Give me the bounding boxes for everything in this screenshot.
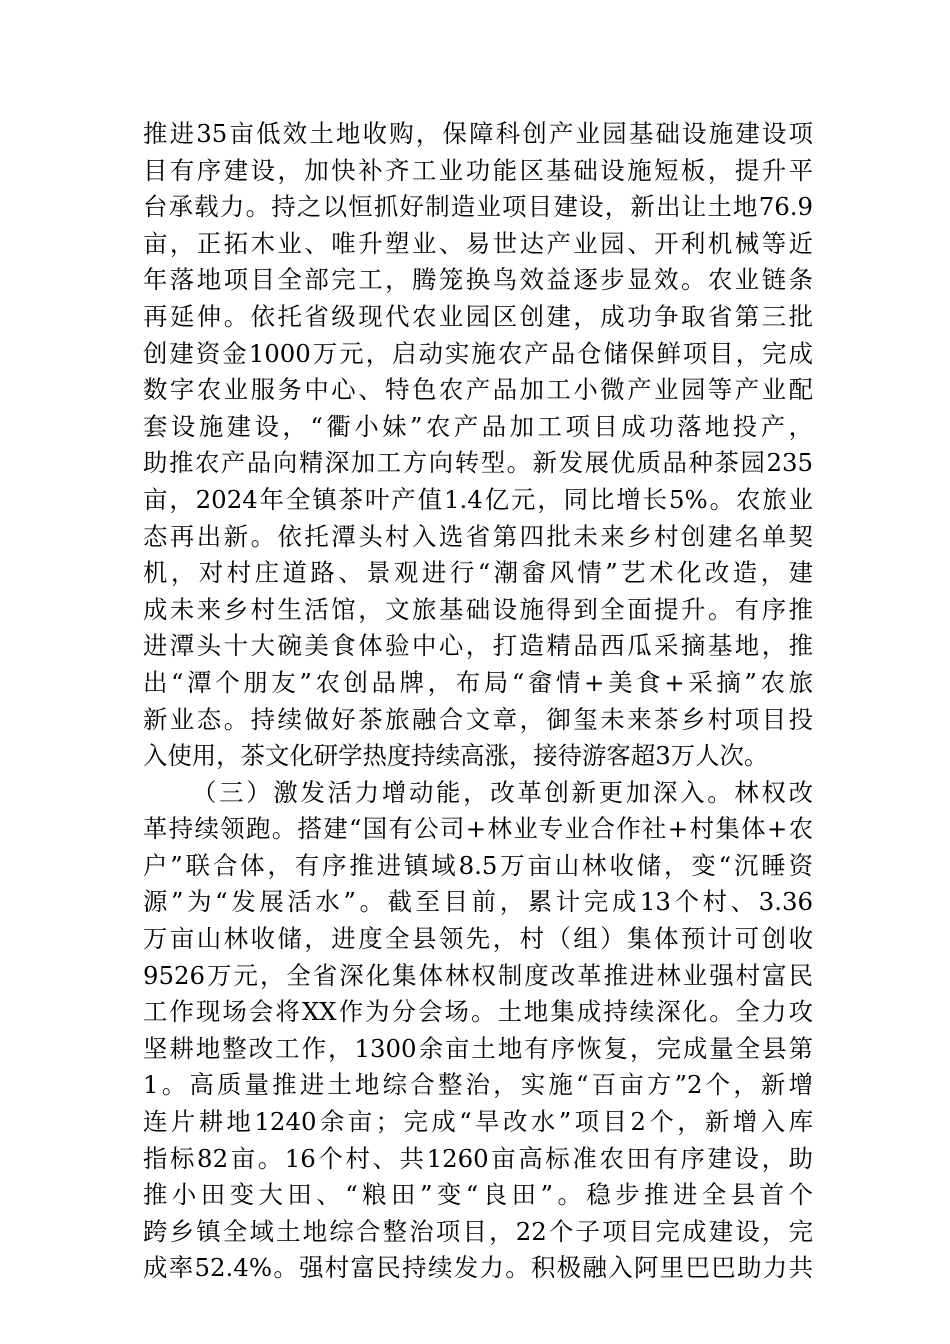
text-line: 助推农产品向精深加工方向转型。新发展优质品种茶园235: [143, 448, 813, 478]
text-line: 进潭头十大碗美食体验中心，打造精品西瓜采摘基地，推: [143, 631, 813, 661]
text-line: 亩，2024年全镇茶叶产值1.4亿元，同比增长5%。农旅业: [143, 484, 813, 514]
text-line: 革持续领跑。搭建“国有公司+林业专业合作社+村集体+农: [143, 814, 813, 844]
text-line: 成未来乡村生活馆，文旅基础设施得到全面提升。有序推: [143, 594, 813, 624]
text-line: 工作现场会将XX作为分会场。土地集成持续深化。全力攻: [143, 997, 813, 1027]
text-line: 连片耕地1240余亩；完成“旱改水”项目2个，新增入库: [143, 1107, 813, 1137]
text-line: 9526万元，全省深化集体林权制度改革推进林业强村富民: [143, 960, 813, 990]
text-line: 再延伸。依托省级现代农业园区创建，成功争取省第三批: [143, 301, 813, 331]
text-line: 成率52.4%。强村富民持续发力。积极融入阿里巴巴助力共: [143, 1253, 813, 1283]
text-line: 源”为“发展活水”。截至目前，累计完成13个村、3.36: [143, 887, 813, 917]
text-line: 目有序建设，加快补齐工业功能区基础设施短板，提升平: [143, 155, 813, 185]
text-line: 万亩山林收储，进度全县领先，村（组）集体预计可创收: [143, 924, 813, 954]
text-line: 新业态。持续做好茶旅融合文章，御玺未来茶乡村项目投: [143, 704, 813, 734]
text-line: 跨乡镇全域土地综合整治项目，22个子项目完成建设，完: [143, 1216, 813, 1246]
text-line: 台承载力。持之以恒抓好制造业项目建设，新出让土地76.9: [143, 192, 813, 222]
text-line: 户”联合体，有序推进镇域8.5万亩山林收储，变“沉睡资: [143, 850, 813, 880]
text-line: 亩，正拓木业、唯升塑业、易世达产业园、开利机械等近: [143, 228, 813, 258]
body-text: [143, 116, 813, 1287]
text-line: 指标82亩。16个村、共1260亩高标准农田有序建设，助: [143, 1143, 813, 1173]
text-line: 推进35亩低效土地收购，保障科创产业园基础设施建设项: [143, 119, 813, 148]
text-line: 出“潭个朋友”农创品牌，布局“畲情+美食+采摘”农旅: [143, 667, 813, 697]
text-line: 1。高质量推进土地综合整治，实施“百亩方”2个，新增: [143, 1070, 813, 1100]
text-line: 态再出新。依托潭头村入选省第四批未来乡村创建名单契: [143, 521, 813, 551]
text-line: 套设施建设，“衢小妹”农产品加工项目成功落地投产，: [143, 411, 813, 441]
text-line: 机，对村庄道路、景观进行“潮畲风情”艺术化改造，建: [143, 558, 813, 588]
text-line: 年落地项目全部完工，腾笼换鸟效益逐步显效。农业链条: [143, 265, 813, 295]
text-line: 数字农业服务中心、特色农产品加工小微产业园等产业配: [143, 375, 813, 405]
text-line: 坚耕地整改工作，1300余亩土地有序恢复，完成量全县第: [143, 1033, 813, 1063]
text-line: 推小田变大田、“粮田”变“良田”。稳步推进全县首个: [143, 1180, 813, 1210]
text-line: 入使用，茶文化研学热度持续高涨，接待游客超3万人次。: [143, 741, 769, 771]
text-line: 创建资金1000万元，启动实施农产品仓储保鲜项目，完成: [143, 338, 813, 368]
section-heading-line: （三）激发活力增动能，改革创新更加深入。林权改: [192, 777, 813, 807]
